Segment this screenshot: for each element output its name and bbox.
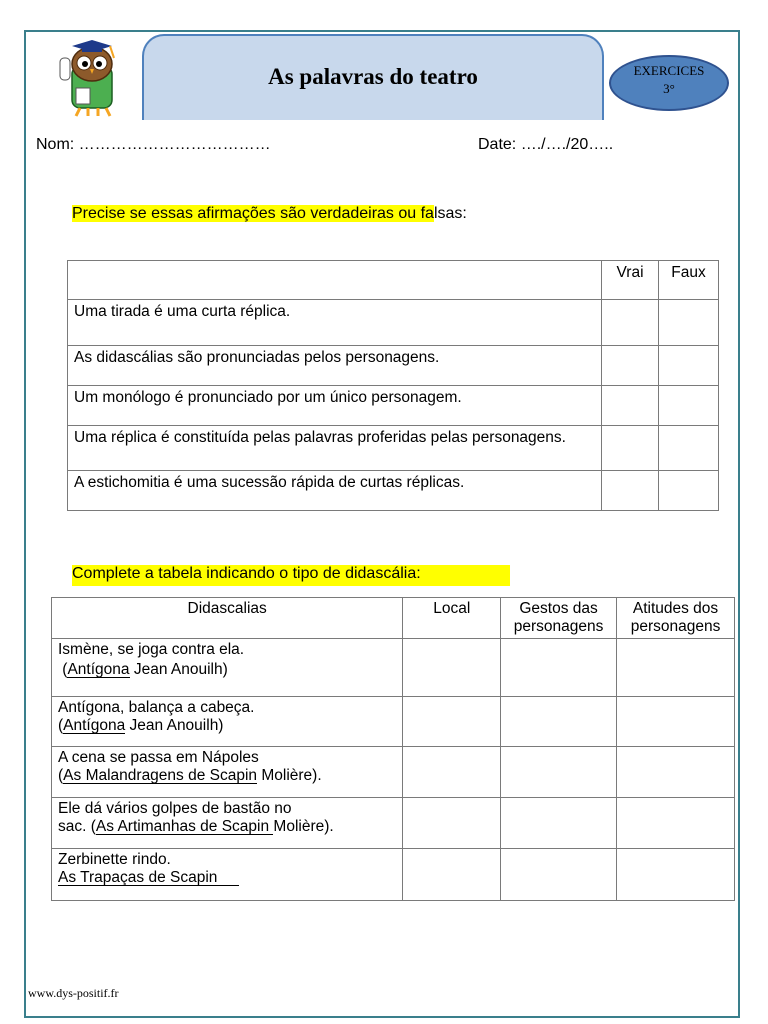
didascalia-text: Ele dá vários golpes de bastão no — [58, 800, 292, 817]
table-header-row — [52, 598, 735, 639]
instruction-1-highlight: Precise se essas afirmações são verdadeiras ou fa — [72, 205, 434, 222]
didascalia-cell — [52, 798, 403, 849]
true-false-table — [67, 260, 719, 511]
work-title: As Malandragens de Scapin — [63, 767, 258, 784]
false-answer-cell[interactable] — [659, 386, 719, 426]
false-answer-cell[interactable] — [659, 346, 719, 386]
atitudes-header: Atitudes dos personagens — [617, 598, 735, 639]
table-row — [68, 346, 719, 386]
work-title: As Artimanhas de Scapin — [95, 818, 274, 835]
badge-level: 3° — [663, 81, 675, 96]
didascalia-cell — [52, 849, 403, 901]
work-author: Molière). — [257, 767, 322, 784]
true-header: Vrai — [602, 261, 659, 300]
local-answer-cell[interactable] — [403, 697, 501, 747]
table-row — [68, 386, 719, 426]
didascalia-cell — [52, 697, 403, 747]
work-prefix: ( — [58, 661, 68, 678]
work-author: Jean Anouilh) — [125, 717, 224, 734]
local-header: Local — [403, 598, 501, 639]
didascalia-cell — [52, 747, 403, 798]
local-answer-cell[interactable] — [403, 849, 501, 901]
didascalia-text: Antígona, balança a cabeça. — [58, 699, 255, 716]
table-row — [68, 426, 719, 471]
atitudes-answer-cell[interactable] — [617, 697, 735, 747]
instruction-1-rest: lsas: — [433, 205, 467, 222]
gestos-answer-cell[interactable] — [501, 697, 617, 747]
statement-cell: Uma tirada é uma curta réplica. — [68, 300, 602, 346]
date-field: Date: …./…./20….. — [478, 136, 614, 153]
didascalia-text: A cena se passa em Nápoles — [58, 749, 259, 766]
local-answer-cell[interactable] — [403, 639, 501, 697]
local-answer-cell[interactable] — [403, 747, 501, 798]
statement-cell: Um monólogo é pronunciado por um único personagem. — [68, 386, 602, 426]
badge-label: EXERCICES — [633, 63, 705, 78]
didascalia-text: Zerbinette rindo. — [58, 851, 171, 868]
table-row — [68, 300, 719, 346]
work-title: Antígona — [67, 661, 130, 678]
didascalia-table — [51, 597, 735, 901]
table-header-row — [68, 261, 719, 300]
work-author: Jean Anouilh) — [129, 661, 228, 678]
table-row — [52, 798, 735, 849]
true-answer-cell[interactable] — [602, 471, 659, 511]
name-field: Nom: ……………………………… — [36, 136, 271, 153]
gestos-answer-cell[interactable] — [501, 747, 617, 798]
didascalia-text: Ismène, se joga contra ela. — [58, 641, 245, 658]
work-title: As Trapaças de Scapin — [58, 869, 239, 886]
statement-cell: A estichomitia é uma sucessão rápida de curtas réplicas. — [68, 471, 602, 511]
false-answer-cell[interactable] — [659, 300, 719, 346]
work-prefix: ( — [58, 717, 64, 734]
work-prefix: ( — [58, 767, 64, 784]
true-answer-cell[interactable] — [602, 300, 659, 346]
true-answer-cell[interactable] — [602, 386, 659, 426]
statement-header — [68, 261, 602, 300]
owl-graduate-icon — [54, 36, 130, 120]
true-answer-cell[interactable] — [602, 346, 659, 386]
gestos-answer-cell[interactable] — [501, 798, 617, 849]
false-answer-cell[interactable] — [659, 426, 719, 471]
gestos-answer-cell[interactable] — [501, 849, 617, 901]
work-title: Antígona — [63, 717, 126, 734]
statement-cell: Uma réplica é constituída pelas palavras proferidas pelas personagens. — [68, 426, 602, 471]
gestos-answer-cell[interactable] — [501, 639, 617, 697]
atitudes-answer-cell[interactable] — [617, 849, 735, 901]
table-row — [52, 849, 735, 901]
false-header: Faux — [659, 261, 719, 300]
page-title: As palavras do teatro — [268, 64, 478, 89]
statement-cell: As didascálias são pronunciadas pelos personagens. — [68, 346, 602, 386]
table-row — [68, 471, 719, 511]
title-banner — [142, 34, 604, 120]
false-answer-cell[interactable] — [659, 471, 719, 511]
table-row — [52, 639, 735, 697]
gestos-header: Gestos das personagens — [501, 598, 617, 639]
work-prefix: sac. ( — [58, 818, 96, 835]
instruction-1 — [72, 205, 467, 223]
level-badge — [609, 55, 729, 111]
table-row — [52, 747, 735, 798]
true-answer-cell[interactable] — [602, 426, 659, 471]
local-answer-cell[interactable] — [403, 798, 501, 849]
atitudes-answer-cell[interactable] — [617, 798, 735, 849]
table-row — [52, 697, 735, 747]
didascalia-cell — [52, 639, 403, 697]
footer-link[interactable]: www.dys-positif.fr — [28, 986, 119, 1000]
didascalias-header: Didascalias — [52, 598, 403, 639]
atitudes-answer-cell[interactable] — [617, 639, 735, 697]
instruction-2: Complete a tabela indicando o tipo de didascália: — [72, 565, 510, 586]
atitudes-answer-cell[interactable] — [617, 747, 735, 798]
work-author: Molière). — [273, 818, 334, 835]
